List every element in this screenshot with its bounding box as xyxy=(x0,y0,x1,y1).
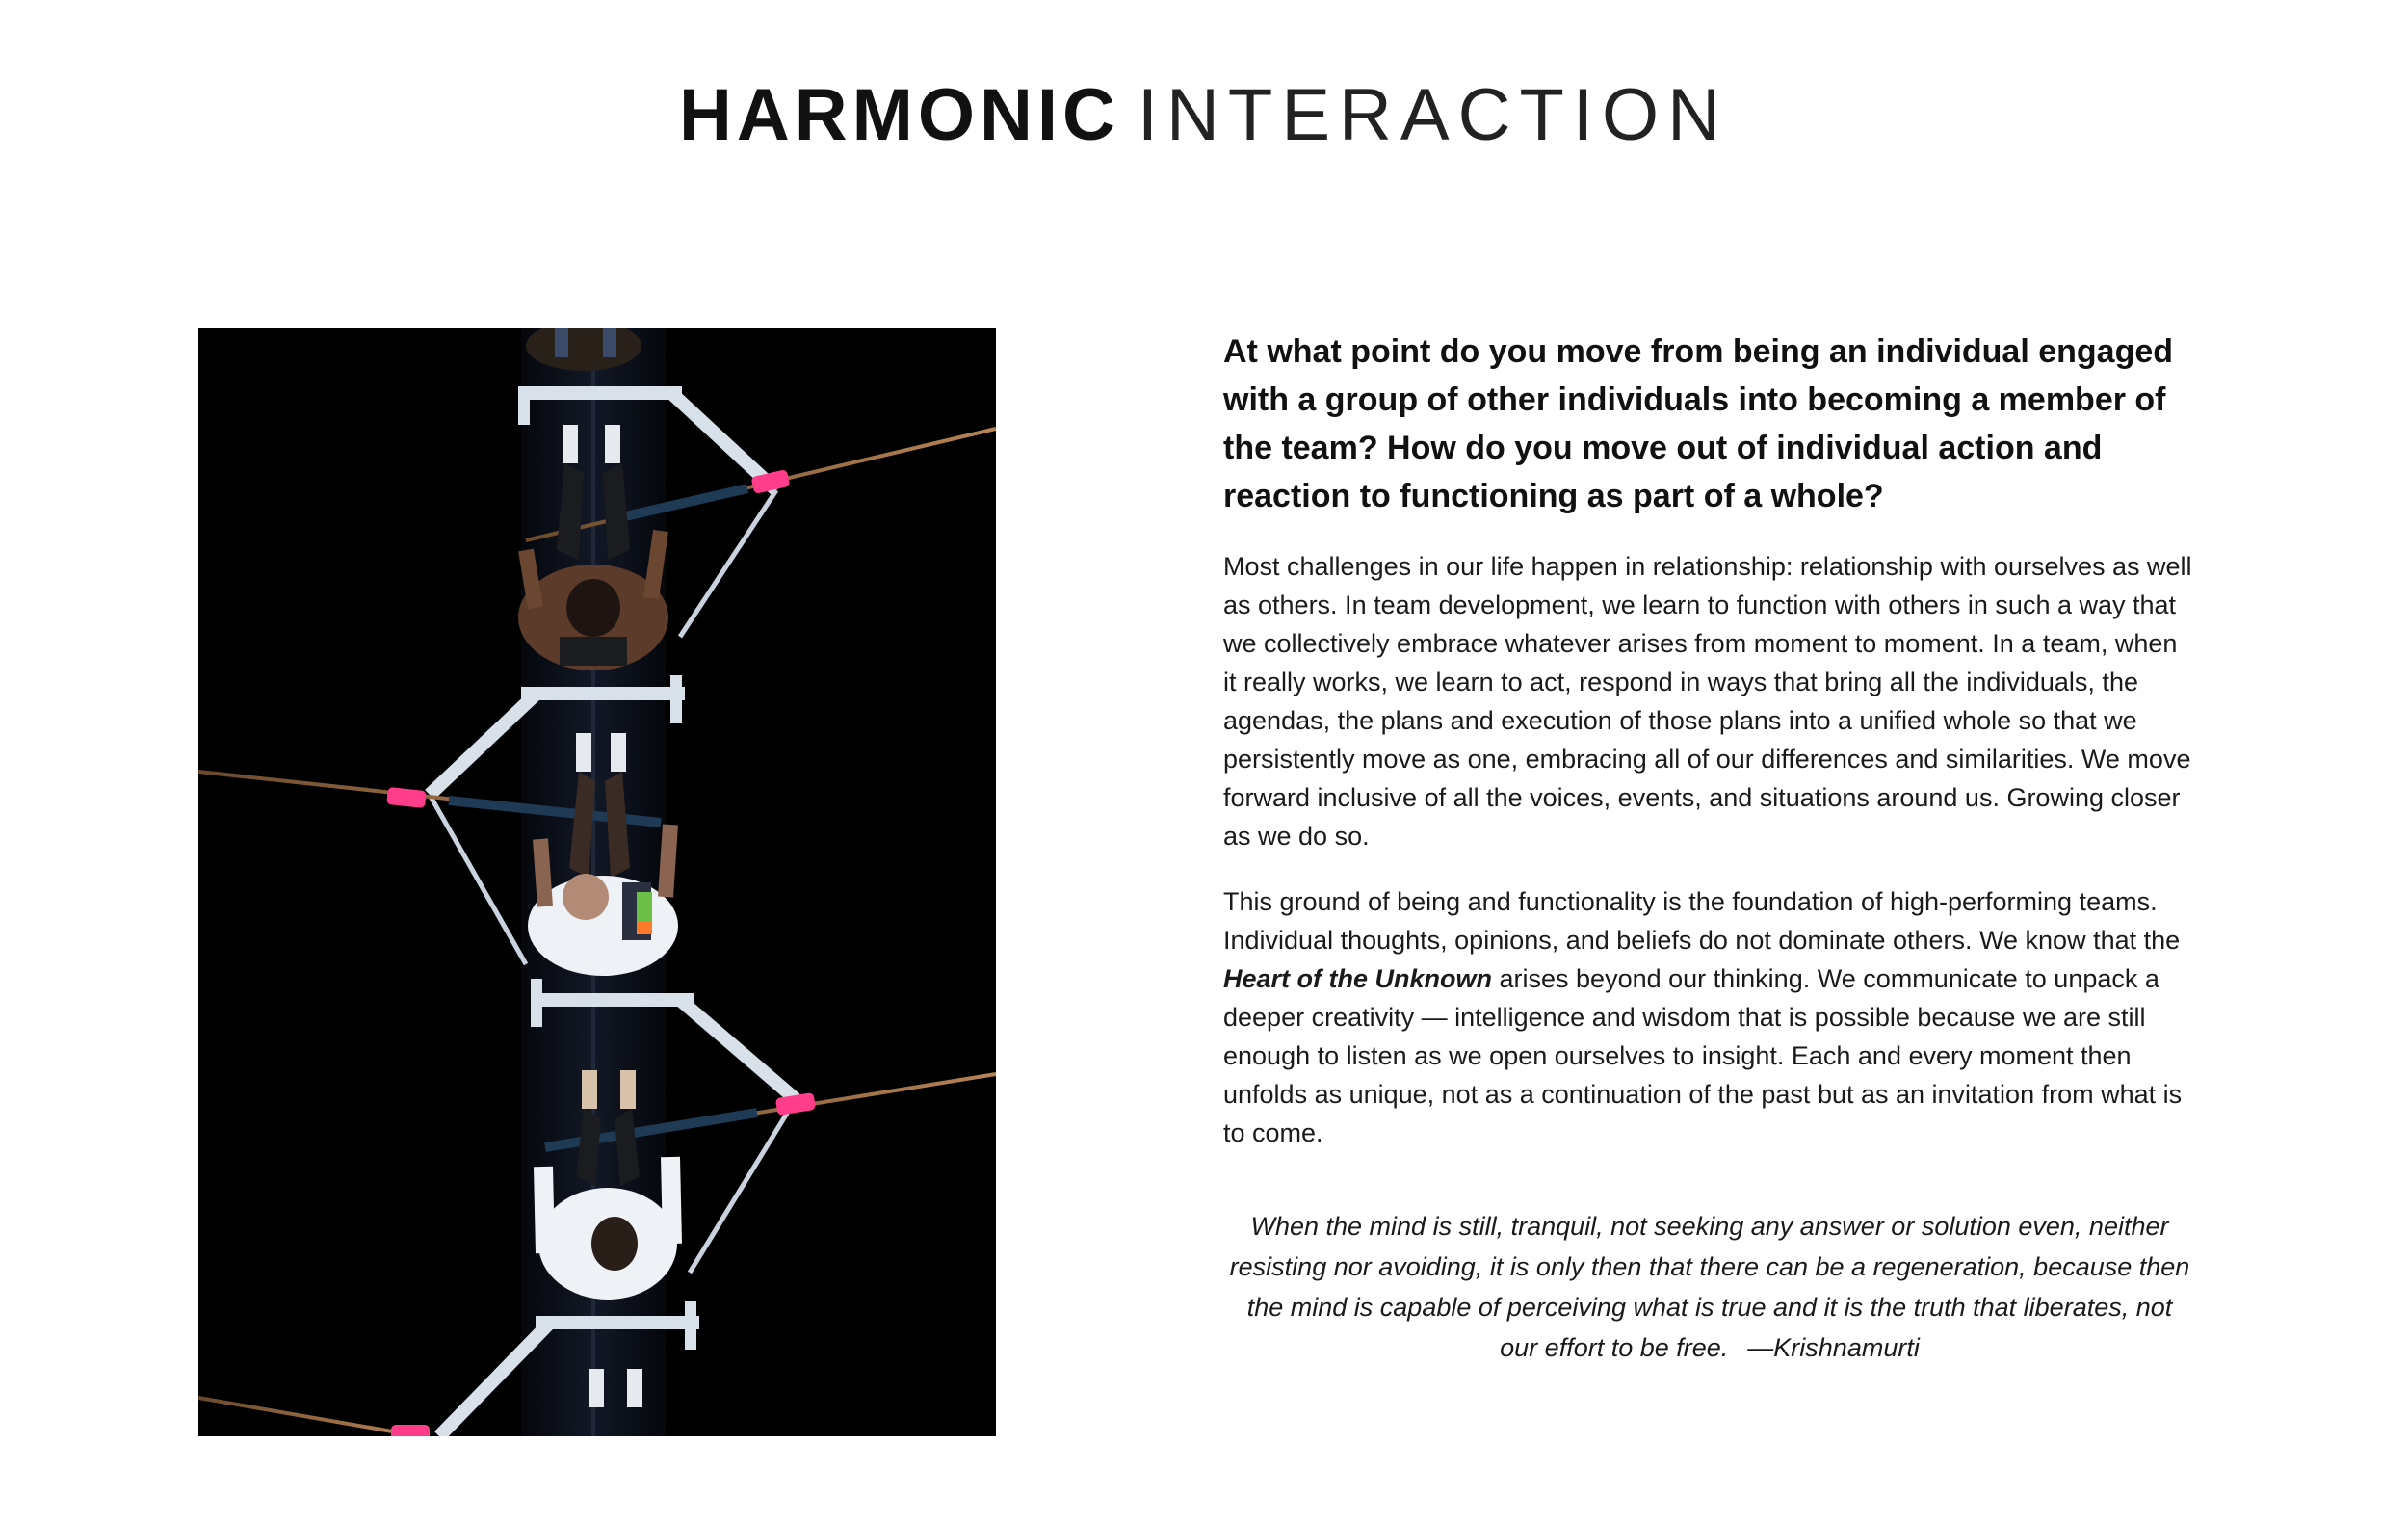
paragraph-1: Most challenges in our life happen in relationship: relationship with ourselves as well as others. In team development, we learn to function with others in such a way that we collectively embrace whatever arises from moment to moment. In a team, when it really works, we learn to act, respond in ways that bring all the individuals, the agendas, the plans and execution of those plans into a unified whole so that we persistently move as one, embracing all of our differences and similarities. We move forward inclusive of all the voices, events, and situations around us. Growing closer as we do so. xyxy=(1223,552,2192,851)
article-column xyxy=(1223,328,2196,1368)
paragraph-2-part-1: This ground of being and functionality is the foundation of high-performing teams. Individual thoughts, opinions, and beliefs do not dominate others. We know that the xyxy=(1223,887,2181,955)
paragraph-2 xyxy=(1223,882,2196,1152)
quote-author: —Krishnamurti xyxy=(1747,1333,1920,1362)
title-light-word: INTERACTION xyxy=(1137,74,1730,156)
title-strong-word: HARMONIC xyxy=(678,74,1120,156)
quote-text: When the mind is still, tranquil, not seeking any answer or solution even, neither resisting nor avoiding, it is only then that there can be a regeneration, because then the mind is capable of perceiving what is true and it is the truth that liberates, not our effort to be free. xyxy=(1229,1212,2190,1362)
krishnamurti-quote xyxy=(1223,1206,2196,1368)
page-title xyxy=(0,75,2408,156)
rowing-crew-photo xyxy=(198,328,996,1436)
lead-question: At what point do you move from being an individual engaged with a group of other individuals into becoming a member of the team? How do you move out of individual action and reaction to functioning as part of a whole? xyxy=(1223,333,2174,514)
heart-of-the-unknown-emphasis: Heart of the Unknown xyxy=(1223,964,1493,993)
rowing-crew-illustration xyxy=(198,328,996,1436)
paragraph-2-part-2: arises beyond our thinking. We communicate to unpack a deeper creativity — intelligence and wisdom that is possible because we are still enough to listen as we open ourselves to insight. Each and every moment then unfolds as unique, not as a continuation of the past but as an invitation from what is to come. xyxy=(1223,964,2183,1147)
